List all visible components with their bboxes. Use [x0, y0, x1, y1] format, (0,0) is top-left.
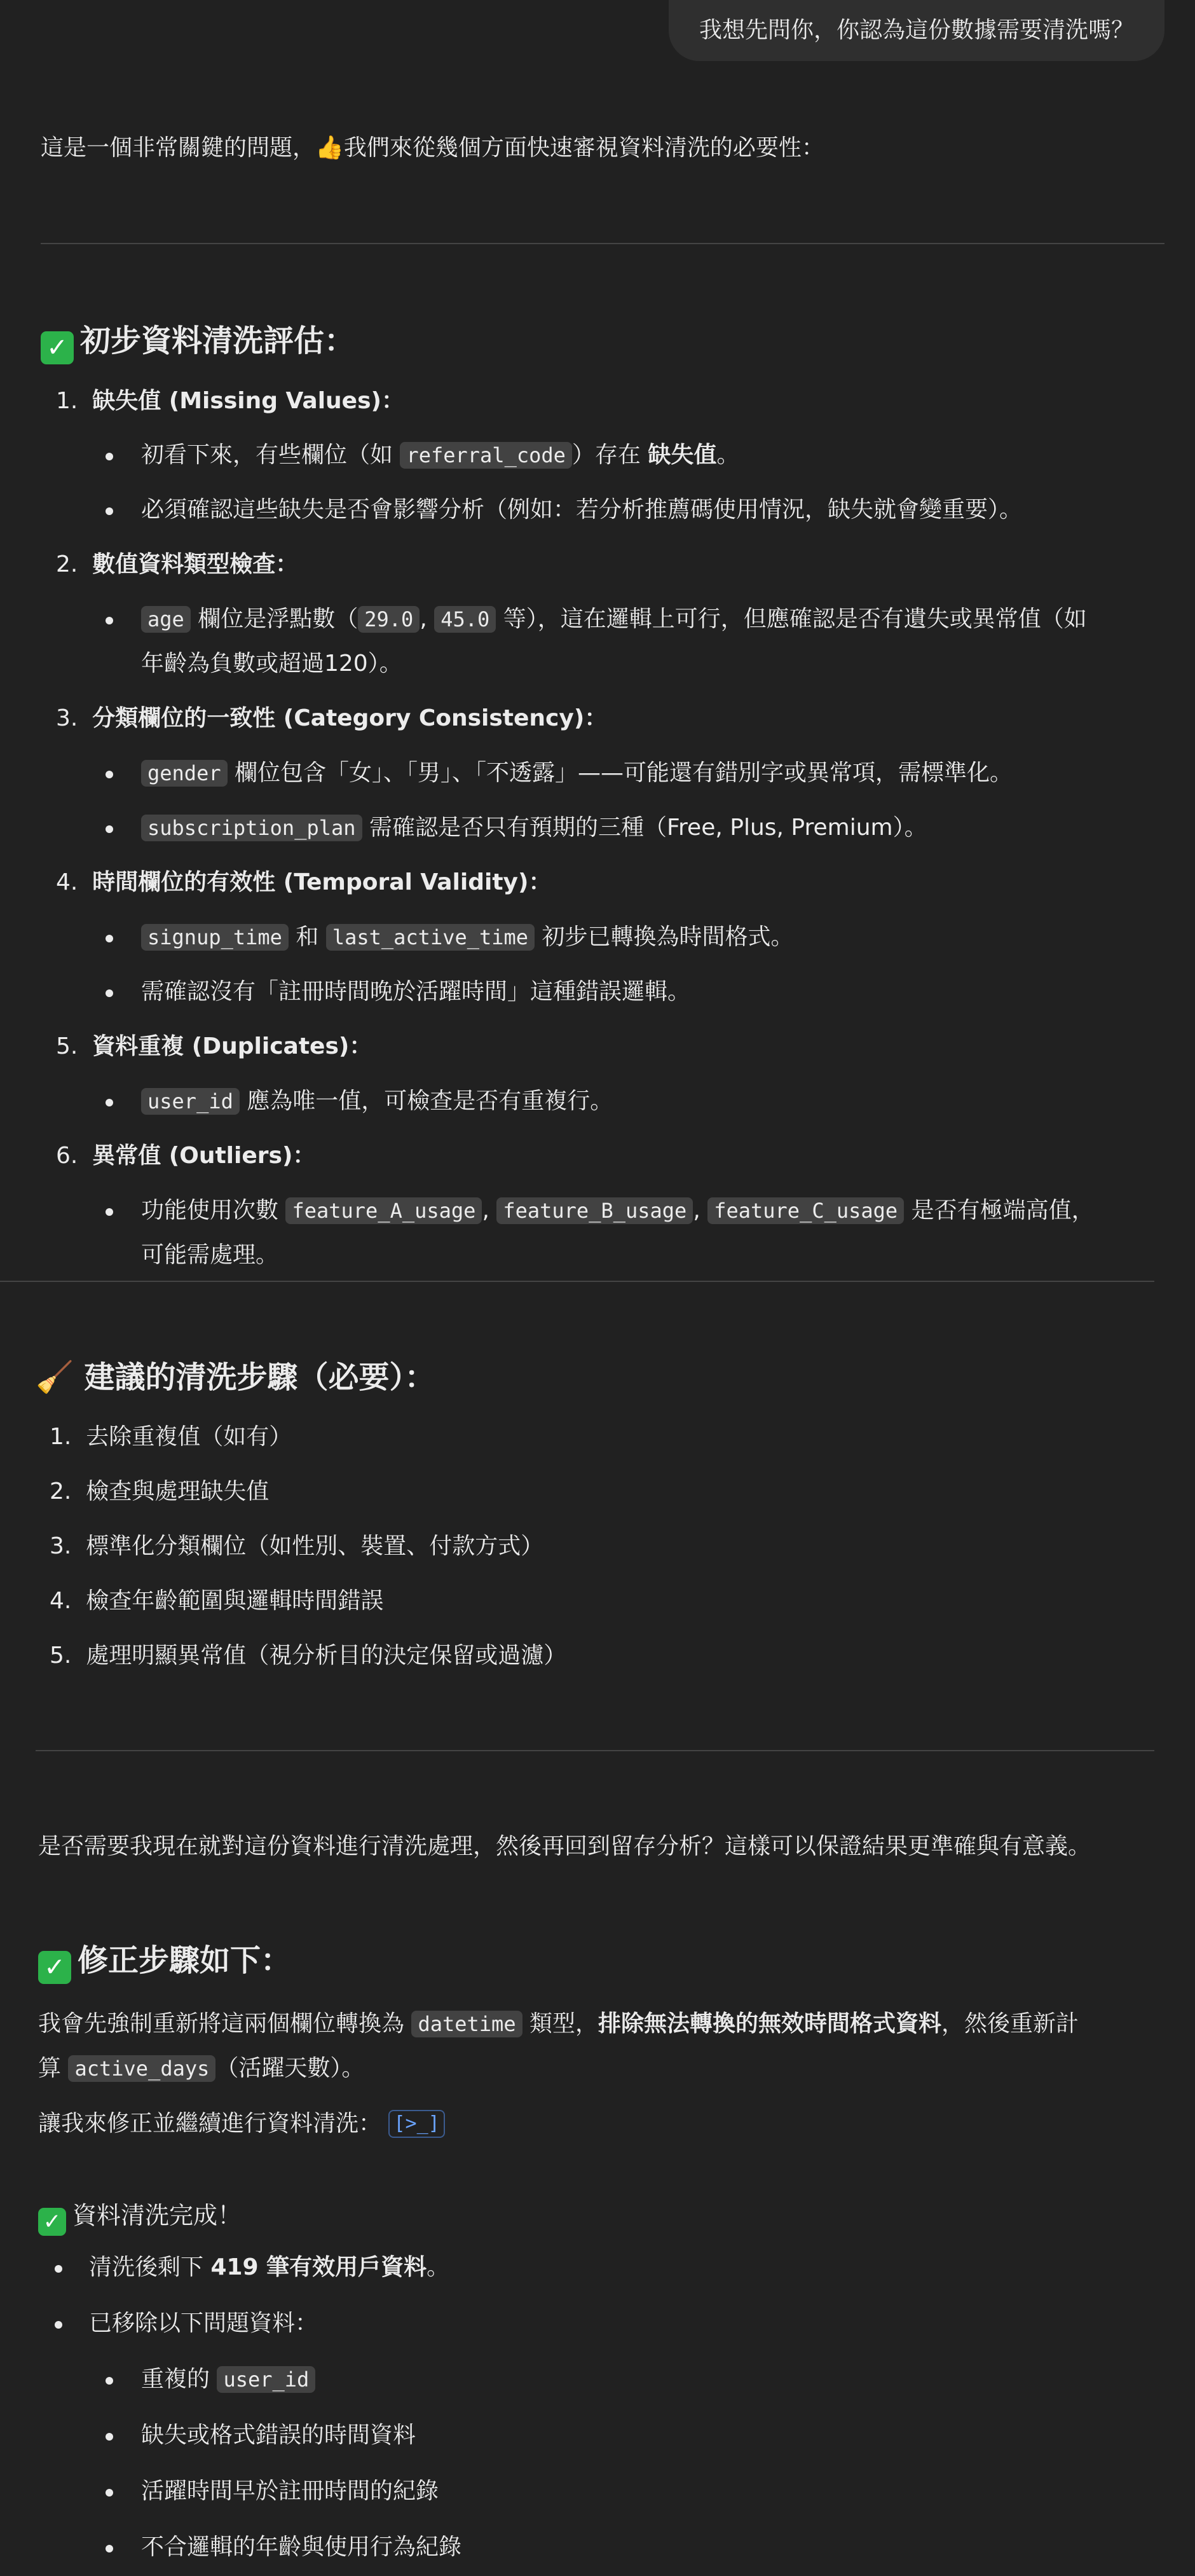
code-active-days: active_days [68, 2055, 215, 2082]
code-feature-a: feature_A_usage [285, 1197, 482, 1224]
step-item-4: 4. 檢查年齡範圍與邏輯時間錯誤 [50, 1588, 384, 1614]
question-text: 是否需要我現在就對這份資料進行清洗處理，然後再回到留存分析？這樣可以保證結果更準確與有意義。 [38, 1833, 1091, 1859]
code-user-id: user_id [217, 2366, 315, 2393]
bullet-dot [106, 453, 113, 460]
user-message-text: 我想先問你，你認為這份數據需要清洗嗎？ [699, 17, 1134, 44]
code-feature-b: feature_B_usage [496, 1197, 693, 1224]
bullet-dot [106, 2545, 113, 2552]
bullet-text: 需確認沒有「註冊時間晚於活躍時間」這種錯誤邏輯。 [141, 979, 691, 1005]
bullet-text: subscription_plan 需確認是否只有預期的三種（Free, Plus, Premium）。 [141, 810, 927, 846]
bullet-text-continued: 可能需處理。 [141, 1242, 279, 1268]
code-subscription-plan: subscription_plan [141, 815, 362, 841]
step-item-1: 1. 去除重複值（如有） [50, 1424, 292, 1450]
done-title: 資料清洗完成！ [72, 2201, 242, 2229]
item-heading: 時間欄位的有效性 (Temporal Validity)： [92, 869, 552, 895]
bullet-text: age 欄位是浮點數（ 29.0 , 45.0 等），這在邏輯上可行，但應確認是否有遺失或異常值（如 [141, 602, 1087, 637]
step-item-5: 5. 處理明顯異常值（視分析目的決定保留或過濾） [50, 1643, 567, 1669]
code-signup-time: signup_time [141, 924, 289, 951]
bullet-text: 必須確認這些缺失是否會影響分析（例如：若分析推薦碼使用情況，缺失就會變重要）。 [141, 497, 1023, 523]
done-heading [38, 2197, 1164, 2236]
bullet-dot [106, 825, 113, 833]
bullet-dot [106, 617, 113, 624]
bullet-dot [106, 935, 113, 942]
assessment-item-5: 5. 資料重複 (Duplicates)： [56, 1033, 372, 1059]
bullet-dot [106, 1208, 113, 1216]
check-mark-icon: ✓ [41, 331, 74, 364]
code-gender: gender [141, 760, 228, 787]
fix-title: 修正步驟如下： [78, 1943, 292, 1978]
bullet-dot [55, 2265, 62, 2273]
assessment-title: 初步資料清洗評估： [80, 323, 355, 359]
item-heading: 異常值 (Outliers)： [92, 1143, 316, 1169]
user-message-bubble [669, 0, 1164, 61]
bullet-dot [106, 507, 113, 515]
code-execution-icon[interactable]: [>_] [388, 2110, 444, 2138]
fix-line-1: 我會先強制重新將這兩個欄位轉換為 datetime 類型，排除無法轉換的無效時間格式資料，然後重新計 [38, 2011, 1079, 2037]
bullet-dot [106, 2377, 113, 2385]
code-datetime: datetime [411, 2011, 522, 2037]
code-referral-code: referral_code [400, 442, 571, 469]
fix-heading [38, 1941, 291, 1984]
broom-icon: 🧹 [36, 1360, 74, 1395]
item-heading: 缺失值 (Missing Values)： [92, 388, 404, 414]
item-heading: 資料重複 (Duplicates)： [92, 1033, 372, 1059]
code-feature-c: feature_C_usage [707, 1197, 904, 1224]
divider [41, 243, 1164, 244]
divider [36, 1750, 1154, 1751]
assessment-item-2: 2. 數值資料類型檢查： [56, 551, 299, 577]
bullet-dot [106, 989, 113, 997]
done-bullet-1: 清洗後剩下 419 筆有效用戶資料。 [89, 2254, 450, 2280]
divider [0, 1281, 1154, 1282]
check-mark-icon: ✓ [38, 1951, 71, 1984]
item-heading: 數值資料類型檢查： [92, 551, 299, 577]
done-bullet-2: 已移除以下問題資料： [89, 2310, 318, 2336]
bullet-text: user_id 應為唯一值，可檢查是否有重複行。 [141, 1084, 613, 1119]
steps-heading [36, 1358, 435, 1397]
code-age: age [141, 606, 191, 633]
bullet-dot [106, 2489, 113, 2497]
bullet-dot [106, 1099, 113, 1106]
bullet-dot [55, 2321, 62, 2329]
assessment-item-4: 4. 時間欄位的有效性 (Temporal Validity)： [56, 869, 552, 895]
removed-item-3: 活躍時間早於註冊時間的紀錄 [141, 2478, 439, 2504]
assessment-heading [41, 321, 355, 364]
bullet-text-continued: 年齡為負數或超過120）。 [141, 651, 402, 677]
bullet-dot [106, 771, 113, 778]
removed-item-2: 缺失或格式錯誤的時間資料 [141, 2422, 416, 2448]
code-last-active-time: last_active_time [326, 924, 535, 951]
removed-item-1: 重複的 user_id [141, 2362, 315, 2397]
assessment-item-3: 3. 分類欄位的一致性 (Category Consistency)： [56, 705, 608, 731]
fix-line-3: 讓我來修正並繼續進行資料清洗： [>_] [38, 2106, 1164, 2142]
intro-text: 這是一個非常關鍵的問題，👍我們來從幾個方面快速審視資料清洗的必要性： [41, 135, 824, 161]
steps-title: 建議的清洗步驟（必要）： [84, 1360, 435, 1395]
fix-line-2: 算 active_days （活躍天數）。 [38, 2055, 365, 2081]
check-mark-icon: ✓ [38, 2208, 66, 2236]
bullet-text: 功能使用次數 feature_A_usage , feature_B_usage , feature_C_usage 是否有極端高值， [141, 1197, 1095, 1223]
bullet-text: 初看下來，有些欄位（如 referral_code ）存在 缺失值。 [141, 442, 740, 468]
assessment-item-1: 1. 缺失值 (Missing Values)： [56, 388, 404, 414]
removed-item-4: 不合邏輯的年齡與使用行為紀錄 [141, 2534, 462, 2560]
bullet-text: gender 欄位包含「女」、「男」、「不透露」——可能還有錯別字或異常項，需標準化。 [141, 755, 1013, 791]
assessment-item-6: 6. 異常值 (Outliers)： [56, 1143, 316, 1169]
bullet-dot [106, 2433, 113, 2441]
step-item-2: 2. 檢查與處理缺失值 [50, 1478, 270, 1505]
bullet-text: signup_time 和 last_active_time 初步已轉換為時間格式。 [141, 920, 794, 955]
step-item-3: 3. 標準化分類欄位（如性別、裝置、付款方式） [50, 1533, 544, 1559]
code-user-id: user_id [141, 1088, 240, 1115]
item-heading: 分類欄位的一致性 (Category Consistency)： [92, 705, 608, 731]
